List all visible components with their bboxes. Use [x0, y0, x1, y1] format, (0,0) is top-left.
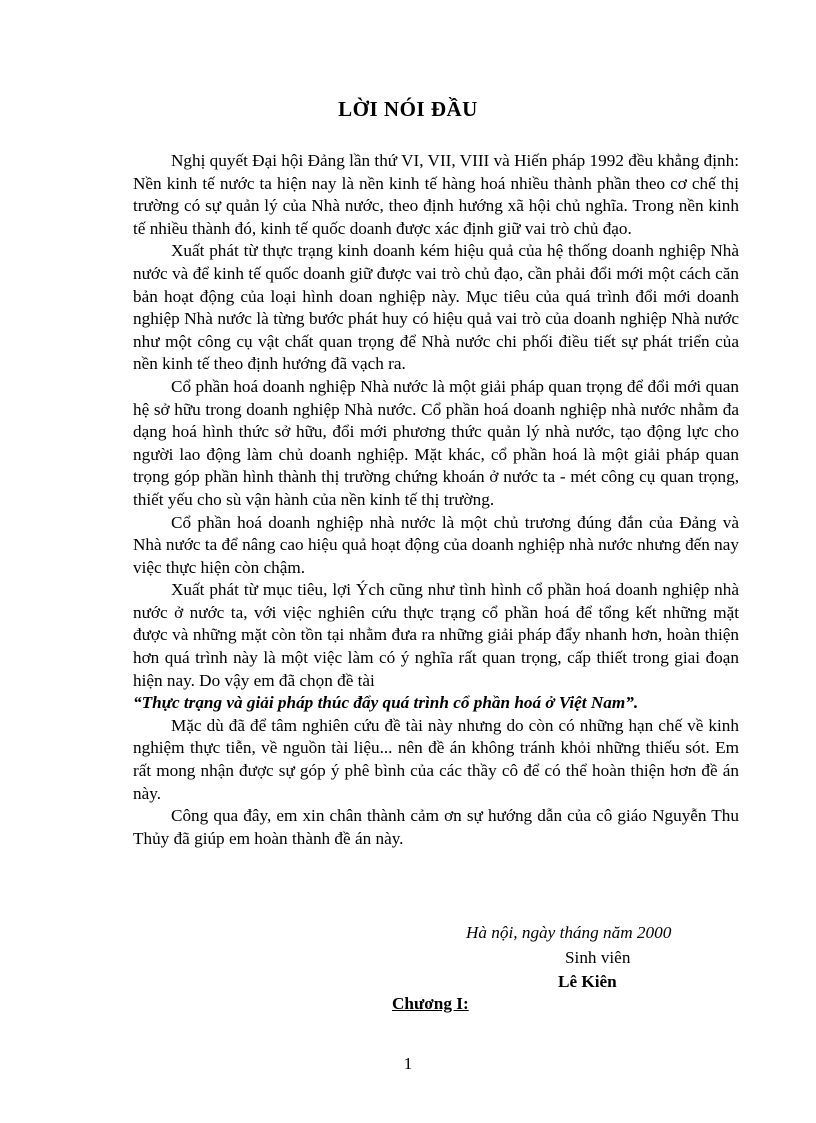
paragraph: Xuất phát từ mục tiêu, lợi Ých cũng như tình hình cổ phần hoá doanh nghiệp nhà nước ở nước ta, với việc nghiên cứu thực trạng cổ phần hoá để tổng kết những mặt được và những mặt còn tồn tại nhằm đưa ra những giải pháp đẩy nhanh hơn, hoàn thiện hơn quá trình này là một việc làm có ý nghĩa rất quan trọng, cấp thiết trong giai đoạn hiện nay. Do vậy em đã chọn đề tài [133, 580, 739, 690]
signature-role: Sinh viên [565, 948, 631, 967]
paragraph: Cổ phần hoá doanh nghiệp nhà nước là một chủ trương đúng đắn của Đảng và Nhà nước ta để nâng cao hiệu quả hoạt động của doanh nghiệp nhà nước nhưng đến nay việc thực hiện còn chậm. [133, 512, 739, 577]
body-text [133, 150, 739, 850]
chapter-heading: Chương I: [392, 994, 469, 1013]
paragraph: Xuất phát từ thực trạng kinh doanh kém hiệu quả của hệ thống doanh nghiệp Nhà nước và để kinh tế quốc doanh giữ được vai trò chủ đạo, cần phải đổi mới một cách căn bản hoạt động của loại hình doan nghiệp này. Mục tiêu của quá trình đổi mới doanh nghiệp Nhà nước là từng bước phát huy có hiệu quả vai trò của doanh nghiệp Nhà nước như một công cụ vật chất quan trọng để Nhà nước chi phối điều tiết sự phát triển của nền kinh tế theo định hướng đã vạch ra. [133, 241, 739, 374]
signature-name: Lê Kiên [558, 972, 617, 991]
paragraph: Nghị quyết Đại hội Đảng lần thứ VI, VII, VIII và Hiến pháp 1992 đều khẳng định: Nền kinh tế nước ta hiện nay là nền kinh tế hàng hoá nhiều thành phần theo cơ chế thị trường có sự quản lý của Nhà nước, theo định hướng xã hội chủ nghĩa. Trong nền kinh tế nhiều thành đó, kinh tế quốc doanh được xác định giữ vai trò chủ đạo. [133, 151, 739, 238]
page-title: LỜI NÓI ĐẦU [338, 97, 478, 121]
page-number: 1 [403, 1054, 413, 1073]
paragraph: Mặc dù đã để tâm nghiên cứu đề tài này nhưng do còn có những hạn chế về kinh nghiệm thực tiễn, về nguồn tài liệu... nên đề án không tránh khỏi những thiếu sót. Em rất mong nhận được sự góp ý phê bình của các thầy cô để có thể hoàn thiện hơn đề án này. [133, 715, 739, 803]
signature-date: Hà nội, ngày tháng năm 2000 [466, 923, 672, 942]
topic-title: “Thực trạng và giải pháp thúc đẩy quá trình cổ phần hoá ở Việt Nam”. [133, 693, 639, 713]
paragraph: Công qua đây, em xin chân thành cảm ơn sự hướng dẫn của cô giáo Nguyễn Thu Thủy đã giúp em hoàn thành đề án này. [133, 806, 739, 848]
paragraph: Cổ phần hoá doanh nghiệp Nhà nước là một giải pháp quan trọng để đổi mới quan hệ sở hữu trong doanh nghiệp Nhà nước. Cổ phần hoá doanh nghiệp nhà nước nhằm đa dạng hoá hình thức sở hữu, đổi mới phương thức quản lý nhà nước, tạo động lực cho người lao động làm chủ doanh nghiệp. Mặt khác, cổ phần hoá là một giải pháp quan trọng góp phần hình thành thị trường chứng khoán ở nước ta - mét công cụ quan trọng, thiết yếu cho sù vận hành của nền kinh tế thị trường. [133, 376, 739, 509]
